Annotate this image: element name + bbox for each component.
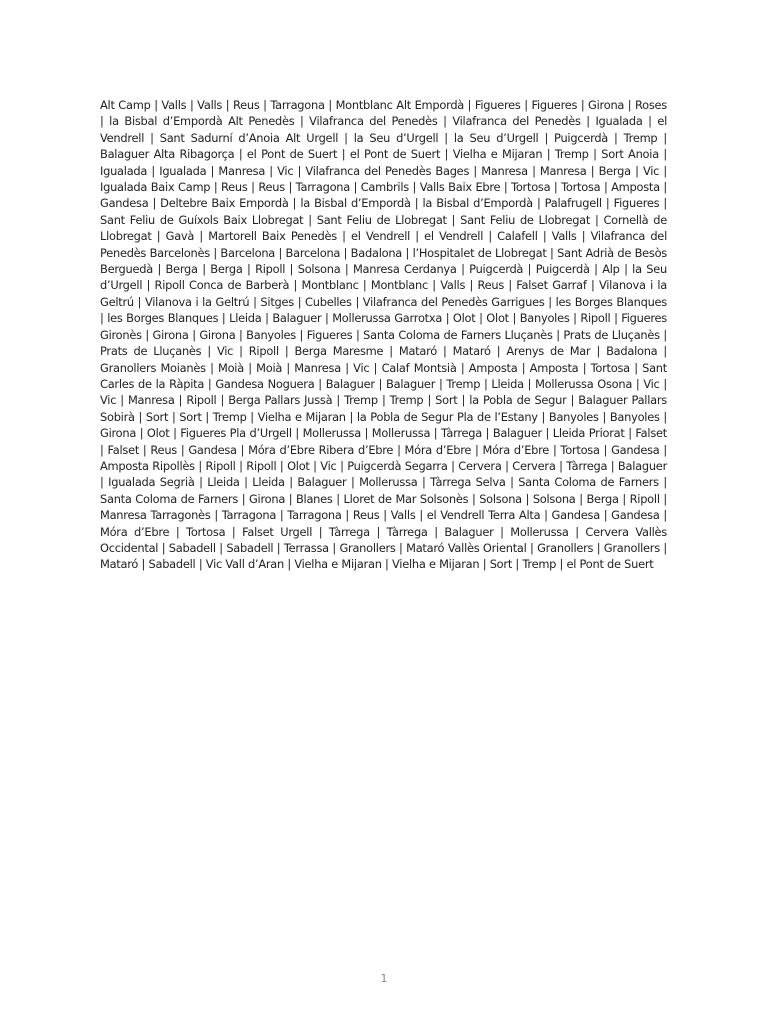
page-number: 1 [380,972,388,985]
body-paragraph: Alt Camp | Valls | Valls | Reus | Tarragona | Montblanc Alt Empordà | Figueres | Figueres | Girona | Roses | la Bisbal d’Empordà Alt Penedès | Vilafranca del Penedès | Vilafranca del Penedès | Igualada | el Vendrell | Sant Sadurní d’Anoia Alt Urgell | la Seu d’Urgell | la Seu d’Urgell | Puigcerdà | Tremp | Balaguer Alta Ribagorça | el Pont de Suert | el Pont de Suert | Vielha e Mijaran | Tremp | Sort Anoia | Igualada | Igualada | Manresa | Vic | Vilafranca del Penedès Bages | Manresa | Manresa | Berga | Vic | Igualada Baix Camp | Reus | Reus | Tarragona | Cambrils | Valls Baix Ebre | Tortosa | Tortosa | Amposta | Gandesa | Deltebre Baix Empordà | la Bisbal d’Empordà | la Bisbal d’Empordà | Palafrugell | Figueres | Sant Feliu de Guíxols Baix Llobregat | Sant Feliu de Llobregat | Sant Feliu de Llobregat | Cornellà de Llobregat | Gavà | Martorell Baix Penedès | el Vendrell | el Vendrell | Calafell | Valls | Vilafranca del Penedès Barcelonès | Barcelona | Barcelona | Badalona | l’Hospitalet de Llobregat | Sant Adrià de Besòs Berguedà | Berga | Berga | Ripoll | Solsona | Manresa Cerdanya | Puigcerdà | Puigcerdà | Alp | la Seu d’Urgell | Ripoll Conca de Barberà | Montblanc | Montblanc | Valls | Reus | Falset Garraf | Vilanova i la Geltrú | Vilanova i la Geltrú | Sitges | Cubelles | Vilafranca del Penedès Garrigues | les Borges Blanques | les Borges Blanques | Lleida | Balaguer | Mollerussa Garrotxa | Olot | Olot | Banyoles | Ripoll | Figueres Gironès | Girona | Girona | Banyoles | Figueres | Santa Coloma de Farners Lluçanès | Prats de Lluçanès | Prats de Lluçanès | Vic | Ripoll | Berga Maresme | Mataró | Mataró | Arenys de Mar | Badalona | Granollers Moianès | Moià | Moià | Manresa | Vic | Calaf Montsià | Amposta | Amposta | Tortosa | Sant Carles de la Ràpita | Gandesa Noguera | Balaguer | Balaguer | Tremp | Lleida | Mollerussa Osona | Vic | Vic | Manresa | Ripoll | Berga Pallars Jussà | Tremp | Tremp | Sort | la Pobla de Segur | Balaguer Pallars Sobirà | Sort | Sort | Tremp | Vielha e Mijaran | la Pobla de Segur Pla de l’Estany | Banyoles | Banyoles | Girona | Olot | Figueres Pla d’Urgell | Mollerussa | Mollerussa | Tàrrega | Balaguer | Lleida Priorat | Falset | Falset | Reus | Gandesa | Móra d’Ebre Ribera d’Ebre | Móra d’Ebre | Móra d’Ebre | Tortosa | Gandesa | Amposta Ripollès | Ripoll | Ripoll | Olot | Vic | Puigcerdà Segarra | Cervera | Cervera | Tàrrega | Balaguer | Igualada Segrià | Lleida | Lleida | Balaguer | Mollerussa | Tàrrega Selva | Santa Coloma de Farners | Santa Coloma de Farners | Girona | Blanes | Lloret de Mar Solsonès | Solsona | Solsona | Berga | Ripoll | Manresa Tarragonès | Tarragona | Tarragona | Reus | Valls | el Vendrell Terra Alta | Gandesa | Gandesa | Móra d’Ebre | Tortosa | Falset Urgell | Tàrrega | Tàrrega | Balaguer | Mollerussa | Cervera Vallès Occidental | Sabadell | Sabadell | Terrassa | Granollers | Mataró Vallès Oriental | Granollers | Granollers | Mataró | Sabadell | Vic Vall d’Aran | Vielha e Mijaran | Vielha e Mijaran | Sort | Tremp | el Pont de Suert [100,98,667,572]
